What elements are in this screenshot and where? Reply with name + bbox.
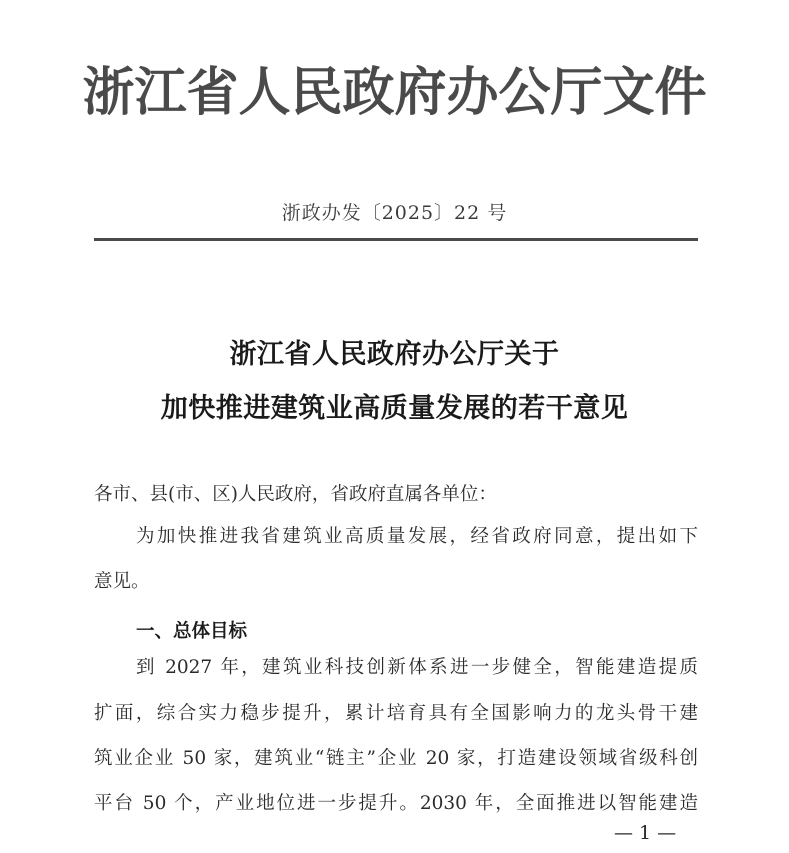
body-line: 扩面，综合实力稳步提升，累计培育具有全国影响力的龙头骨干建 bbox=[94, 703, 698, 724]
document-number: 浙政办发〔2025〕22 号 bbox=[281, 202, 508, 224]
salutation: 各市、县(市、区)人民政府，省政府直属各单位： bbox=[94, 484, 497, 505]
section-heading: 一、总体目标 bbox=[136, 621, 248, 642]
page-number: — 1 — bbox=[614, 822, 677, 844]
body-line: 平台 50 个，产业地位进一步提升。2030 年，全面推进以智能建造 bbox=[94, 793, 698, 814]
document-title-line-1: 浙江省人民政府办公厅关于 bbox=[229, 339, 560, 370]
intro-paragraph-line-2: 意见。 bbox=[94, 571, 150, 592]
body-line: 筑业企业 50 家，建筑业“链主”企业 20 家，打造建设领域省级科创 bbox=[94, 748, 698, 769]
intro-paragraph-line-1: 为加快推进我省建筑业高质量发展，经省政府同意，提出如下 bbox=[136, 526, 698, 547]
document-title-line-2: 加快推进建筑业高质量发展的若干意见 bbox=[160, 393, 629, 424]
header-divider bbox=[94, 238, 698, 241]
body-line: 到 2027 年，建筑业科技创新体系进一步健全，智能建造提质 bbox=[136, 657, 698, 678]
issuing-authority-title: 浙江省人民政府办公厅文件 bbox=[82, 62, 707, 123]
